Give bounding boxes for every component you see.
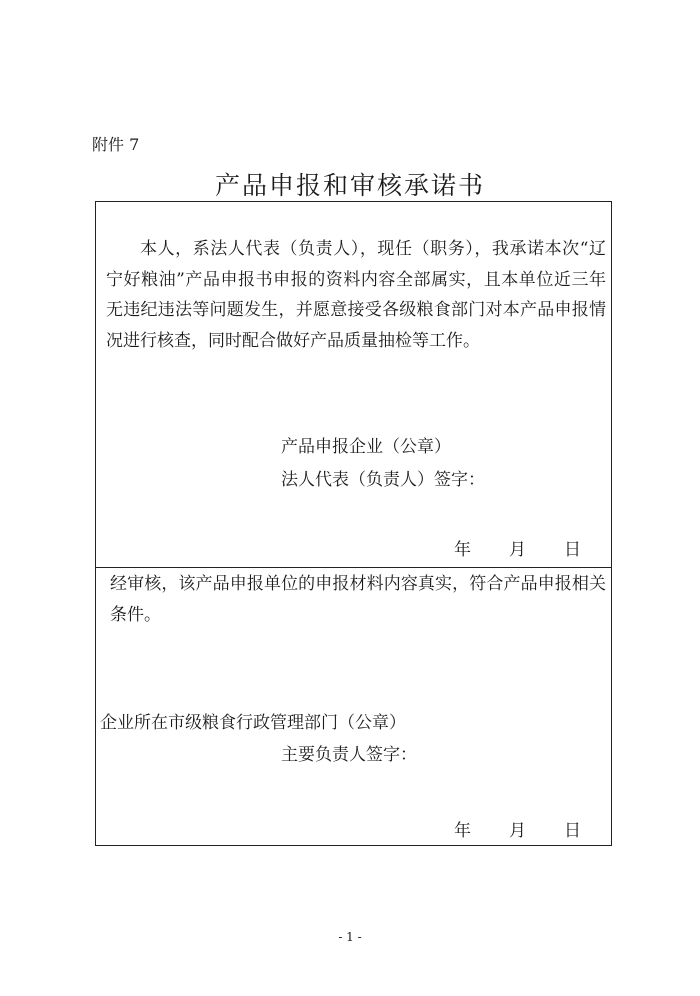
head-signature-label: 主要负责人签字：	[281, 745, 417, 765]
document-title: 产品申报和审核承诺书	[214, 171, 485, 200]
date-year: 年	[454, 540, 471, 560]
commitment-form-table	[95, 201, 612, 846]
date-month: 月	[509, 821, 526, 841]
section1-date-line	[454, 535, 581, 560]
date-year: 年	[454, 821, 471, 841]
review-paragraph: 经审核，该产品申报单位的申报材料内容真实，符合产品申报相关条件。	[110, 574, 606, 625]
attachment-label: 附件 7	[92, 135, 140, 154]
date-month: 月	[509, 540, 526, 560]
company-seal-label: 产品申报企业（公章）	[281, 437, 451, 457]
department-seal-label: 企业所在市级粮食行政管理部门（公章）	[100, 713, 406, 733]
date-day: 日	[564, 540, 581, 560]
section2-date-line	[454, 816, 581, 841]
section-divider	[96, 567, 611, 568]
page-number: - 1 -	[338, 930, 362, 944]
date-day: 日	[564, 821, 581, 841]
commitment-paragraph: 本人，系法人代表（负责人），现任（职务），我承诺本次“辽宁好粮油”产品申报书申报的资料内容全部属实，且本单位近三年无违纪违法等问题发生，并愿意接受各级粮食部门对本产品申报情况进行核查，同时配合做好产品质量抽检等工作。	[106, 239, 606, 351]
legal-rep-signature-label: 法人代表（负责人）签字：	[281, 470, 485, 490]
